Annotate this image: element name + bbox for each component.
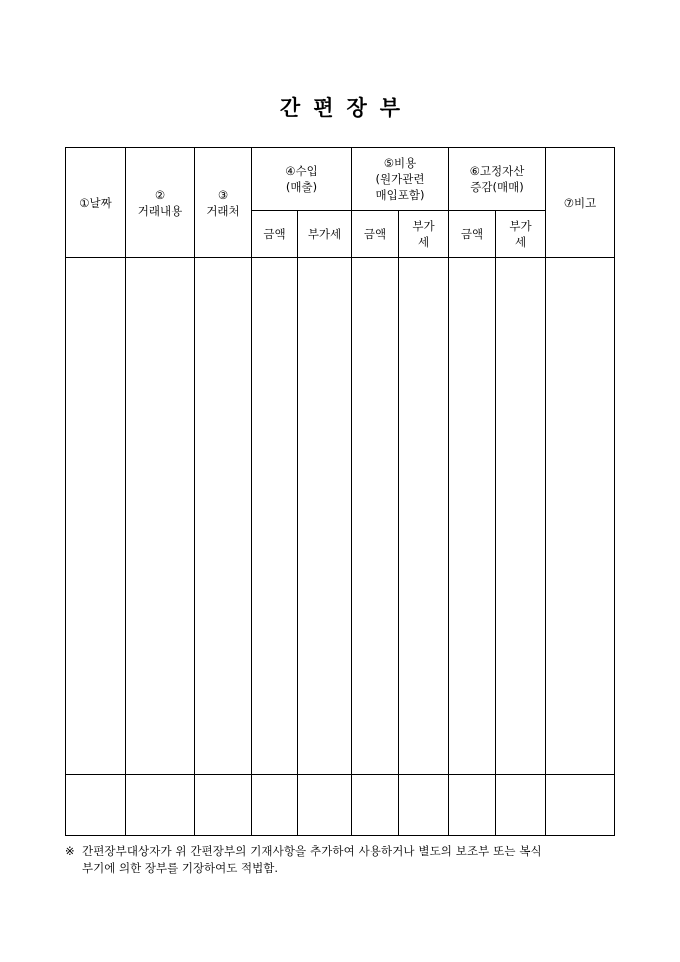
col-description-number: ②: [154, 187, 166, 202]
col-expense-sublabel-1: (원가관련: [375, 172, 425, 186]
expense-amount-cell[interactable]: [352, 258, 399, 775]
description-cell[interactable]: [126, 258, 195, 775]
total-expense-vat-cell[interactable]: [399, 775, 449, 836]
asset-amount-header: [449, 211, 496, 258]
total-remarks-cell[interactable]: [546, 775, 615, 836]
total-asset-amount-cell[interactable]: [449, 775, 496, 836]
total-income-vat-cell[interactable]: [298, 775, 352, 836]
ledger-table: [65, 147, 615, 836]
col-expense-sublabel-2: 매입포함): [375, 188, 425, 202]
asset-vat-header: [496, 211, 546, 258]
total-partner-cell[interactable]: [195, 775, 252, 836]
col-expense-label: ⑤비용: [383, 156, 417, 170]
income-amount-cell[interactable]: [252, 258, 298, 775]
col-asset-header: [449, 148, 546, 211]
total-date-cell[interactable]: [66, 775, 126, 836]
date-cell[interactable]: [66, 258, 126, 775]
col-partner-label: 거래처: [206, 203, 240, 218]
expense-vat-cell[interactable]: [399, 258, 449, 775]
total-expense-amount-cell[interactable]: [352, 775, 399, 836]
header-row: [66, 148, 615, 211]
asset-vat-label-1: 부가: [509, 219, 532, 233]
expense-amount-header: [352, 211, 399, 258]
col-date-label: ①날짜: [79, 195, 112, 210]
col-partner-number: ③: [217, 187, 229, 202]
income-amount-header: [252, 211, 298, 258]
footnote-line-2: 부기에 의한 장부를 기장하여도 적법함.: [82, 861, 279, 875]
col-income-header: [252, 148, 352, 211]
entry-area-row: [66, 258, 615, 775]
remarks-cell[interactable]: [546, 258, 615, 775]
col-description-header: [126, 148, 195, 258]
col-partner-header: [195, 148, 252, 258]
asset-amount-cell[interactable]: [449, 258, 496, 775]
footnote-line-1: 간편장부대상자가 위 간편장부의 기재사항을 추가하여 사용하거나 별도의 보조부 또는 복식: [82, 844, 542, 858]
total-row: [66, 775, 615, 836]
asset-amount-label: 금액: [460, 227, 484, 241]
asset-vat-cell[interactable]: [496, 258, 546, 775]
expense-vat-label-2: 세: [417, 235, 430, 249]
expense-vat-header: [399, 211, 449, 258]
col-date-header: [66, 148, 126, 258]
col-asset-label: ⑥고정자산: [469, 164, 525, 178]
col-description-label: 거래내용: [137, 203, 183, 218]
expense-vat-label-1: 부가: [412, 219, 435, 233]
total-asset-vat-cell[interactable]: [496, 775, 546, 836]
income-vat-header: [298, 211, 352, 258]
income-vat-label: 부가세: [307, 227, 342, 241]
col-remarks-header: [546, 148, 615, 258]
col-income-sublabel: (매출): [285, 180, 318, 194]
col-expense-header: [352, 148, 449, 211]
col-income-label: ④수입: [285, 164, 318, 178]
total-description-cell[interactable]: [126, 775, 195, 836]
reference-mark-icon: ※: [65, 844, 75, 858]
expense-amount-label: 금액: [363, 227, 387, 241]
income-vat-cell[interactable]: [298, 258, 352, 775]
page-title: 간편장부: [279, 95, 414, 120]
partner-cell[interactable]: [195, 258, 252, 775]
total-income-amount-cell[interactable]: [252, 775, 298, 836]
col-asset-sublabel: 증감(매매): [470, 180, 524, 194]
income-amount-label: 금액: [263, 227, 286, 241]
asset-vat-label-2: 세: [514, 235, 527, 249]
col-remarks-label: ⑦비고: [563, 195, 597, 210]
